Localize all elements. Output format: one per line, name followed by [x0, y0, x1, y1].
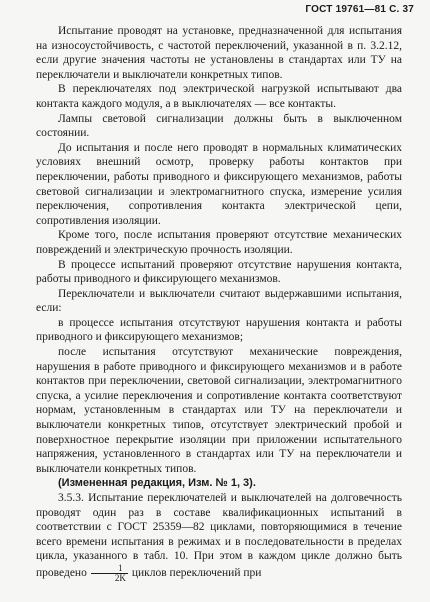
paragraph: Лампы световой сигнализации должны быть в выключенном состоянии.	[36, 112, 402, 140]
paragraph: Испытание проводят на установке, предназначенной для испытания на износоустойчивость, с частотой переключений, указанной в п. 3.2.12, если другие значения частоты не установлены в стандартах или ТУ на переключатели и выключатели конкретных типов.	[36, 25, 402, 81]
paragraph: В процессе испытаний проверяют отсутствие нарушения контакта, работы приводного и фиксирующего механизмов.	[36, 258, 402, 286]
paragraph: Кроме того, после испытания проверяют отсутствие механических повреждений и электрическую прочность изоляции.	[36, 229, 402, 256]
page-header: ГОСТ 19761—81 С. 37	[305, 4, 414, 15]
fraction-denominator: 2K	[114, 572, 126, 583]
paragraph: в процессе испытания отсутствуют нарушения контакта и работы приводного и фиксирующего механизмов;	[36, 316, 402, 344]
paragraph: До испытания и после него проводят в нормальных климатических условиях внешний осмотр, проверку работы контактов при переключении, работы приводного и фиксирующего механизмов, работы световой сигнализации и электромагнитного спуска, измерение усилия переключения, сопротивления контакта электрической цепи, сопротивления изоляции.	[36, 141, 402, 227]
fraction	[91, 564, 128, 583]
paragraph-text-end: циклов переключений при	[131, 567, 262, 580]
paragraph: после испытания отсутствуют механические повреждения, нарушения в работе приводного и фиксирующего механизмов и в работе контактов при переключении, световой сигнализации, электромагнитного спуска, а усилие переключения и сопротивление контакта соответствуют нормам, установленным в стандартах или ТУ на переключатели и выключатели конкретных типов, отсутствует электрический пробой и поверхностное перекрытие изоляции при приложении испытательного напряжения, установленного в стандартах или ТУ на переключатели и выключатели конкретных типов.	[36, 346, 402, 475]
paragraph-text: 3.5.3. Испытание переключателей и выключателей на долговечность проводят один раз в составе квалификационных испытаний в соответствии с ГОСТ 25359—82 циклами, повторяющимися в течение всего времени испытания в режимах и в последовательности в пределах цикла, указанного в табл. 10. При этом в каждом цикле должно быть проведено	[36, 492, 402, 580]
paragraph: В переключателях под электрической нагрузкой испытывают два контакта каждого модуля, а в выключателях — все контакты.	[36, 83, 402, 110]
fraction-numerator: 1	[91, 564, 128, 574]
edit-note: (Измененная редакция, Изм. № 1, 3).	[58, 477, 256, 490]
document-body	[36, 24, 402, 583]
paragraph-3-5-3	[36, 491, 402, 583]
paragraph: Переключатели и выключатели считают выдержавшими испытания, если:	[36, 287, 402, 315]
